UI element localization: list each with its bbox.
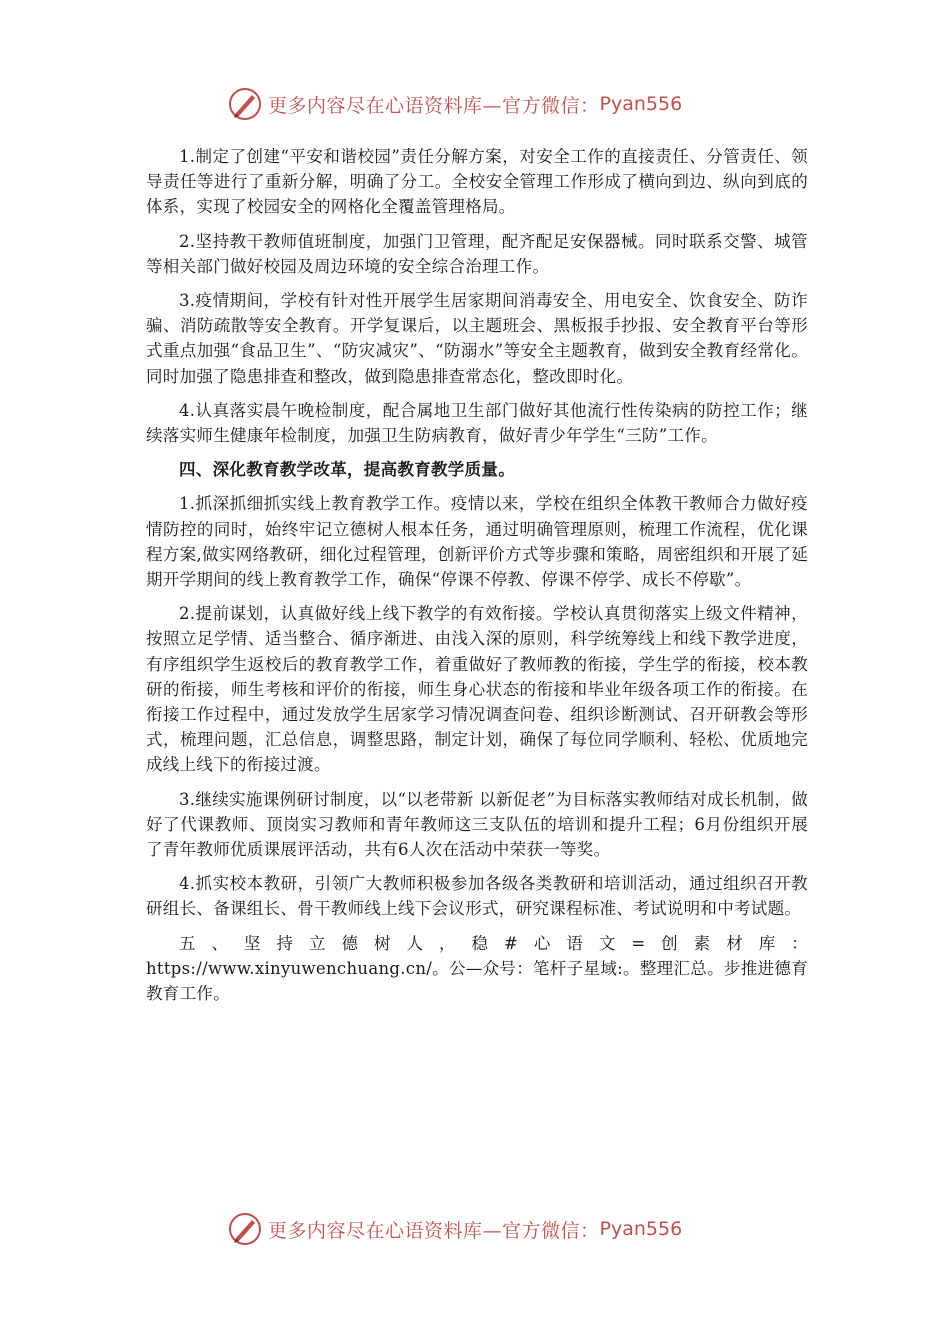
pen-logo-icon [228,1212,262,1246]
paragraph: 3.疫情期间，学校有针对性开展学生居家期间消毒安全、用电安全、饮食安全、防诈骗、消防疏散等安全教育。开学复课后，以主题班会、黑板报手抄报、安全教育平台等形式重点加强“食品卫生”、“防灾减灾”、“防溺水”等安全主题教育，做到安全教育经常化。同时加强了隐患排查和整改，做到隐患排查常态化，整改即时化。 [146,291,808,386]
paragraph-with-link: 五、坚持立德树人，稳#心语文=创素材库：https://www.xinyuwenchuang.cn/。公—众号：笔杆子星域:。整理汇总。步推进德育教育工作。 [146,933,808,1004]
watermark-text: 更多内容尽在心语资料库—官方微信： [268,94,600,117]
watermark-banner-bottom [228,1211,728,1247]
section-heading: 四、深化教育教学改革，提高教育教学质量。 [179,460,515,480]
watermark-wechat-id: Pyan556 [599,1218,683,1240]
paragraph: 4.认真落实晨午晚检制度，配合属地卫生部门做好其他流行性传染病的防控工作；继续落实师生健康年检制度，加强卫生防病教育，做好青少年学生“三防”工作。 [146,400,808,446]
paragraph: 2.提前谋划，认真做好线上线下教学的有效衔接。学校认真贯彻落实上级文件精神，按照立足学情、适当整合、循序渐进、由浅入深的原则，科学统筹线上和线下教学进度，有序组织学生返校后的教育教学工作，着重做好了教师教的衔接，学生学的衔接，校本教研的衔接，师生考核和评价的衔接，师生身心状态的衔接和毕业年级各项工作的衔接。在衔接工作过程中，通过发放学生居家学习情况调查问卷、组织诊断测试、召开研教会等形式，梳理问题，汇总信息，调整思路，制定计划，确保了每位同学顺利、轻松、优质地完成线上线下的衔接过渡。 [146,604,808,775]
paragraph: 4.抓实校本教研，引领广大教师积极参加各级各类教研和培训活动，通过组织召开教研组长、备课组长、骨干教师线上线下会议形式，研究课程标准、考试说明和中考试题。 [146,874,808,919]
document-body [146,144,808,1015]
pen-logo-icon [228,87,262,121]
paragraph: 2.坚持教干教师值班制度，加强门卫管理，配齐配足安保器械。同时联系交警、城管等相关部门做好校园及周边环境的安全综合治理工作。 [146,231,808,276]
watermark-banner-top [228,86,728,122]
paragraph: 3.继续实施课例研讨制度，以“以老带新 以新促老”为目标落实教师结对成长机制，做好了代课教师、顶岗实习教师和青年教师这三支队伍的培训和提升工程；6月份组织开展了青年教师优质课展评活动，共有6人次在活动中荣获一等奖。 [146,789,808,860]
watermark-text: 更多内容尽在心语资料库—官方微信： [268,1219,600,1242]
watermark-wechat-id: Pyan556 [599,93,683,115]
paragraph: 1.抓深抓细抓实线上教育教学工作。疫情以来，学校在组织全体教干教师合力做好疫情防控的同时，始终牢记立德树人根本任务，通过明确管理原则，梳理工作流程，优化课程方案,做实网络教研，细化过程管理，创新评价方式等步骤和策略，周密组织和开展了延期开学期间的线上教育教学工作，确保“停课不停教、停课不停学、成长不停歇”。 [146,494,808,590]
paragraph: 1.制定了创建“平安和谐校园”责任分解方案，对安全工作的直接责任、分管责任、领导责任等进行了重新分解，明确了分工。全校安全管理工作形成了横向到边、纵向到底的体系，实现了校园安全的网格化全覆盖管理格局。 [146,147,808,217]
